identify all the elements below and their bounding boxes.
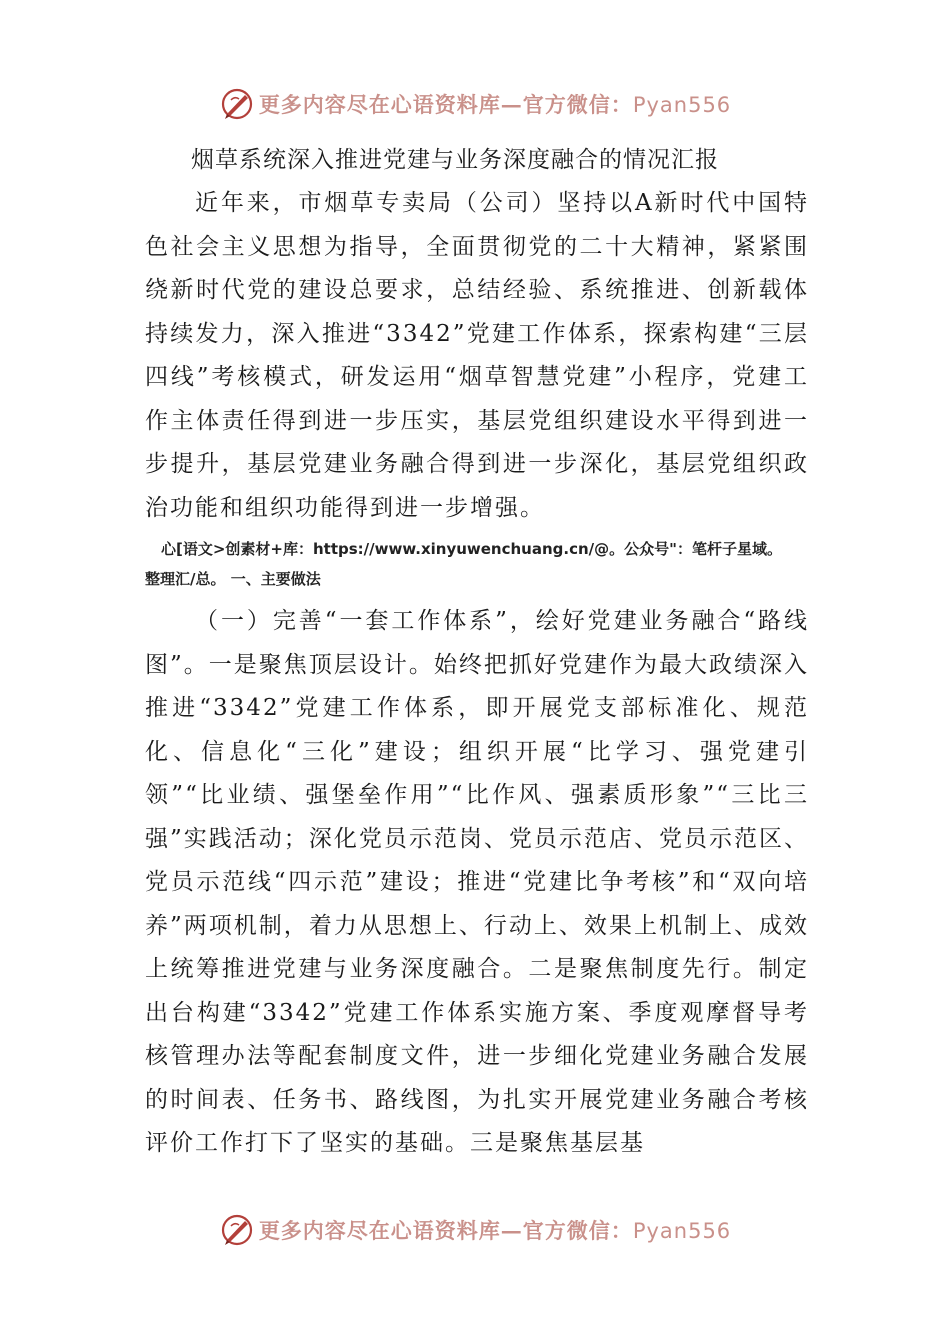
banner-wechat-id: Pyan556	[632, 93, 732, 117]
banner-text-cn: 更多内容尽在心语资料库—官方微信：	[258, 1218, 633, 1243]
header-banner	[0, 84, 950, 124]
source-note	[145, 534, 809, 594]
source-note-line1: 心[语文>创素材+库：https://www.xinyuwenchuang.cn/@。公众号"：笔杆子星域。	[161, 540, 782, 558]
banner-wechat-id: Pyan556	[632, 1219, 732, 1243]
pen-logo-icon	[219, 1212, 255, 1248]
section-1-paragraph: （一）完善“一套工作体系”，绘好党建业务融合“路线图”。一是聚焦顶层设计。始终把抓好党建作为最大政绩深入推进“3342”党建工作体系，即开展党支部标准化、规范化、信息化“三化”建设；组织开展“比学习、强党建引领”“比业绩、强堡垒作用”“比作风、强素质形象”“三比三强”实践活动；深化党员示范岗、党员示范店、党员示范区、党员示范线“四示范”建设；推进“党建比争考核”和“双向培养”两项机制，着力从思想上、行动上、效果上机制上、成效上统筹推进党建与业务深度融合。二是聚焦制度先行。制定出台构建“3342”党建工作体系实施方案、季度观摩督导考核管理办法等配套制度文件，进一步细化党建业务融合发展的时间表、任务书、路线图，为扎实开展党建业务融合考核评价工作打下了坚实的基础。三是聚焦基层基	[145, 608, 809, 1156]
source-note-line2: 整理汇/总。 一、主要做法	[145, 570, 321, 588]
banner-text-cn: 更多内容尽在心语资料库—官方微信：	[258, 92, 633, 117]
intro-paragraph: 近年来，市烟草专卖局（公司）坚持以A新时代中国特色社会主义思想为指导，全面贯彻党的二十大精神，紧紧围绕新时代党的建设总要求，总结经验、系统推进、创新载体持续发力，深入推进“3342”党建工作体系，探索构建“三层四线”考核模式，研发运用“烟草智慧党建”小程序，党建工作主体责任得到进一步压实，基层党组织建设水平得到进一步提升，基层党建业务融合得到进一步深化，基层党组织政治功能和组织功能得到进一步增强。	[145, 190, 809, 521]
banner-text	[259, 1215, 731, 1245]
document-body	[145, 138, 809, 1166]
footer-banner	[0, 1210, 950, 1250]
banner-text	[259, 89, 731, 119]
document-title: 烟草系统深入推进党建与业务深度融合的情况汇报	[191, 147, 719, 173]
pen-logo-icon	[219, 86, 255, 122]
